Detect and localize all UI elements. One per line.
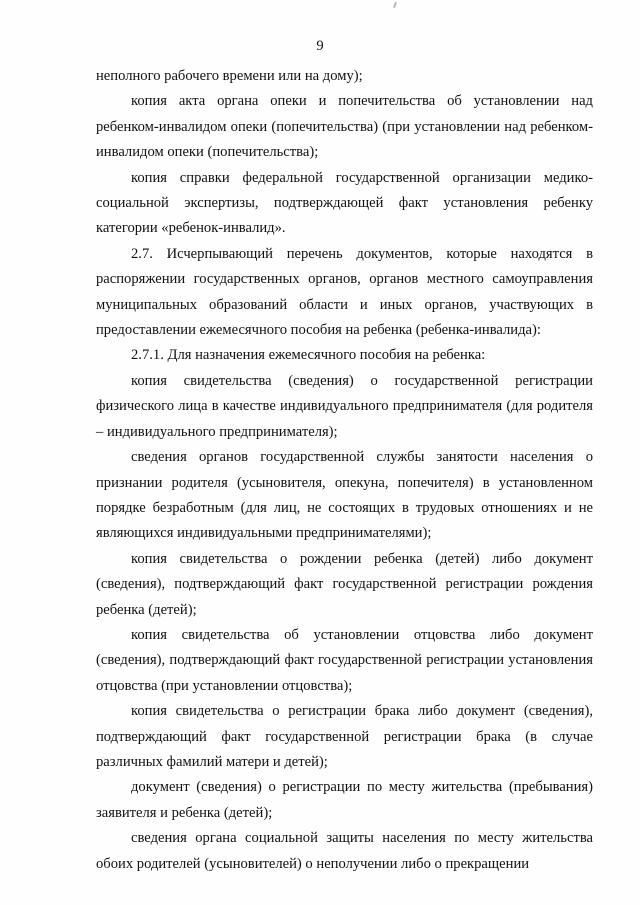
paragraph-paternity-certificate: копия свидетельства об установлении отцовства либо документ (сведения), подтверждающий факт государственной регистрации установления отцовства (при установлении отцовства); bbox=[96, 626, 593, 694]
scan-mark bbox=[393, 2, 397, 8]
paragraph-birth-certificate: копия свидетельства о рождении ребенка (детей) либо документ (сведения), подтверждающий факт государственной регистрации рождения ребенка (детей); bbox=[96, 550, 593, 618]
paragraph-section-2-7: 2.7. Исчерпывающий перечень документов, которые находятся в распоряжении государственных органов, органов местного самоуправления муниципальных образований области и иных органов, участвующих в предоставлении ежемесячного пособия на ребенка (ребенка-инвалида): bbox=[96, 245, 593, 339]
paragraph-marriage-certificate: копия свидетельства о регистрации брака либо документ (сведения), подтверждающий факт государственной регистрации брака (в случае различных фамилий матери и детей); bbox=[96, 703, 593, 770]
paragraph-section-2-7-1: 2.7.1. Для назначения ежемесячного пособия на ребенка: bbox=[131, 347, 486, 364]
paragraph-social-protection: сведения органа социальной защиты населения по месту жительства обоих родителей (усыновителей) о неполучении либо о прекращении bbox=[96, 830, 593, 872]
paragraph-guardianship-act: копия акта органа опеки и попечительства об установлении над ребенком-инвалидом опеки (попечительства) (при установлении над ребенком-инвалидом опеки (попечительства); bbox=[96, 93, 593, 161]
paragraph-residence-registration: документ (сведения) о регистрации по месту жительства (пребывания) заявителя и ребенка (детей); bbox=[96, 779, 593, 821]
paragraph-medical-certificate: копия справки федеральной государственной организации медико-социальной экспертизы, подтверждающей факт установления ребенку категории «ребенок-инвалид». bbox=[96, 169, 593, 237]
document-body bbox=[96, 64, 593, 877]
paragraph-entrepreneur-registration: копия свидетельства (сведения) о государственной регистрации физического лица в качестве индивидуального предпринимателя (для родителя – индивидуального предпринимателя); bbox=[96, 372, 593, 440]
page-number: 9 bbox=[316, 38, 324, 54]
paragraph-employment-service: сведения органов государственной службы занятости населения о признании родителя (усыновителя, опекуна, попечителя) в установленном порядке безработным (для лиц, не состоящих в трудовых отношениях и не являющихся индивидуальными предпринимателями); bbox=[96, 449, 593, 542]
paragraph-continuation: неполного рабочего времени или на дому); bbox=[96, 68, 363, 84]
